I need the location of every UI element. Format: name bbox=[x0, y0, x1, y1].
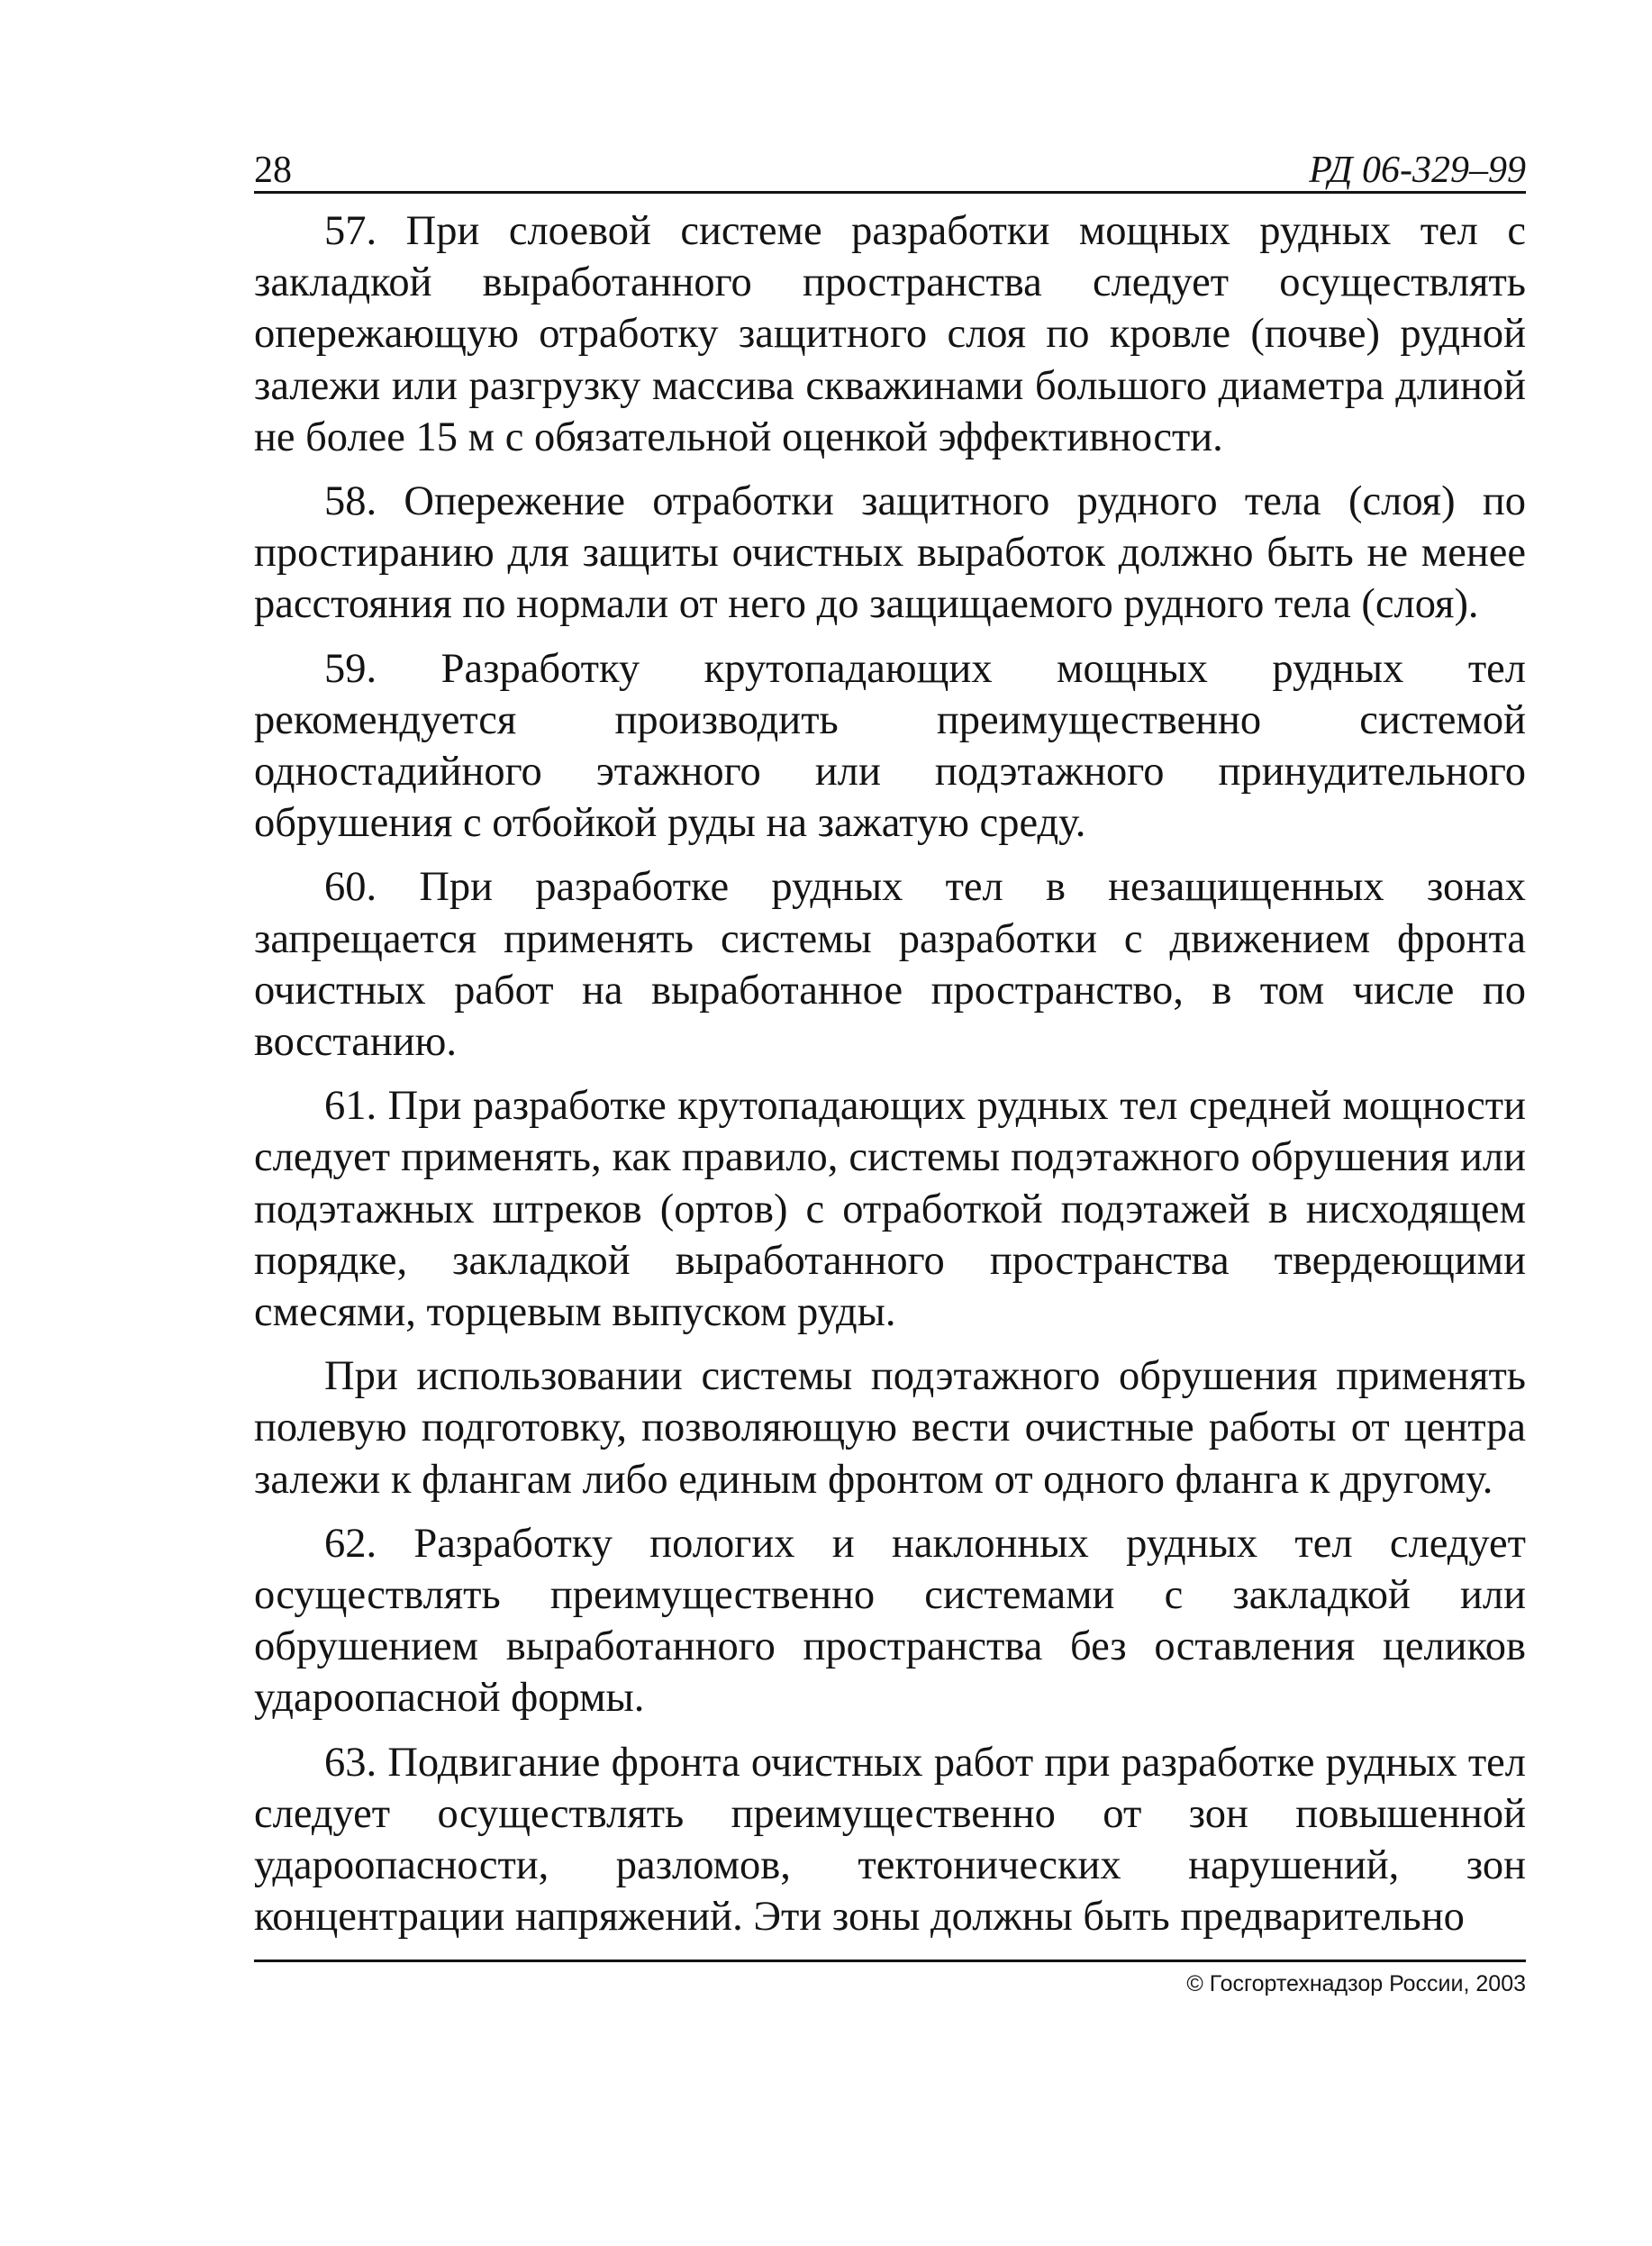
paragraph-61: 61. При разработке крутопадающих рудных тел средней мощности следует применять, как правило, системы подэтажного обрушения или подэтажных штреков (ортов) с отработкой подэтажей в нисходящем порядке, закладкой выработанного пространства твердеющими смесями, торцевым выпуском руды. bbox=[254, 1083, 1526, 1336]
page-number: 28 bbox=[254, 150, 292, 191]
paragraph-57: 57. При слоевой системе разработки мощных рудных тел с закладкой выработанного пространства следует осуществлять опережающую отработку защитного слоя по кровле (почве) рудной залежи или разгрузку массива скважинами большого диаметра длиной не более 15 м с обязательной оценкой эффективности. bbox=[254, 208, 1526, 460]
paragraph-61-continuation: При использовании системы подэтажного обрушения применять полевую подготовку, позволяющую вести очистные работы от центра залежи к флангам либо единым фронтом от одного фланга к другому. bbox=[254, 1353, 1526, 1503]
body-text bbox=[254, 205, 1526, 1943]
paragraph-63: 63. Подвигание фронта очистных работ при разработке рудных тел следует осуществлять преимущественно от зон повышенной удароопасности, разломов, тектонических нарушений, зон концентрации напряжений. Эти зоны должны быть предварительно bbox=[254, 1739, 1526, 1941]
page-header bbox=[254, 142, 1526, 194]
copyright-notice: © Госгортехнадзор России, 2003 bbox=[1186, 1971, 1526, 1996]
paragraph-58: 58. Опережение отработки защитного рудного тела (слоя) по простиранию для защиты очистных выработок должно быть не менее расстояния по нормали от него до защищаемого рудного тела (слоя). bbox=[254, 478, 1526, 628]
footer-rule bbox=[254, 1960, 1526, 1962]
paragraph-59: 59. Разработку крутопадающих мощных рудных тел рекомендуется производить преимущественно системой одностадийного этажного или подэтажного принудительного обрушения с отбойкой руды на зажатую среду. bbox=[254, 645, 1526, 847]
document-code: РД 06-329–99 bbox=[1309, 150, 1526, 191]
paragraph-62: 62. Разработку пологих и наклонных рудных тел следует осуществлять преимущественно системами с закладкой или обрушением выработанного пространства без оставления целиков удароопасной формы. bbox=[254, 1520, 1526, 1722]
paragraph-60: 60. При разработке рудных тел в незащищенных зонах запрещается применять системы разработки с движением фронта очистных работ на выработанное пространство, в том числе по восстанию. bbox=[254, 864, 1526, 1066]
